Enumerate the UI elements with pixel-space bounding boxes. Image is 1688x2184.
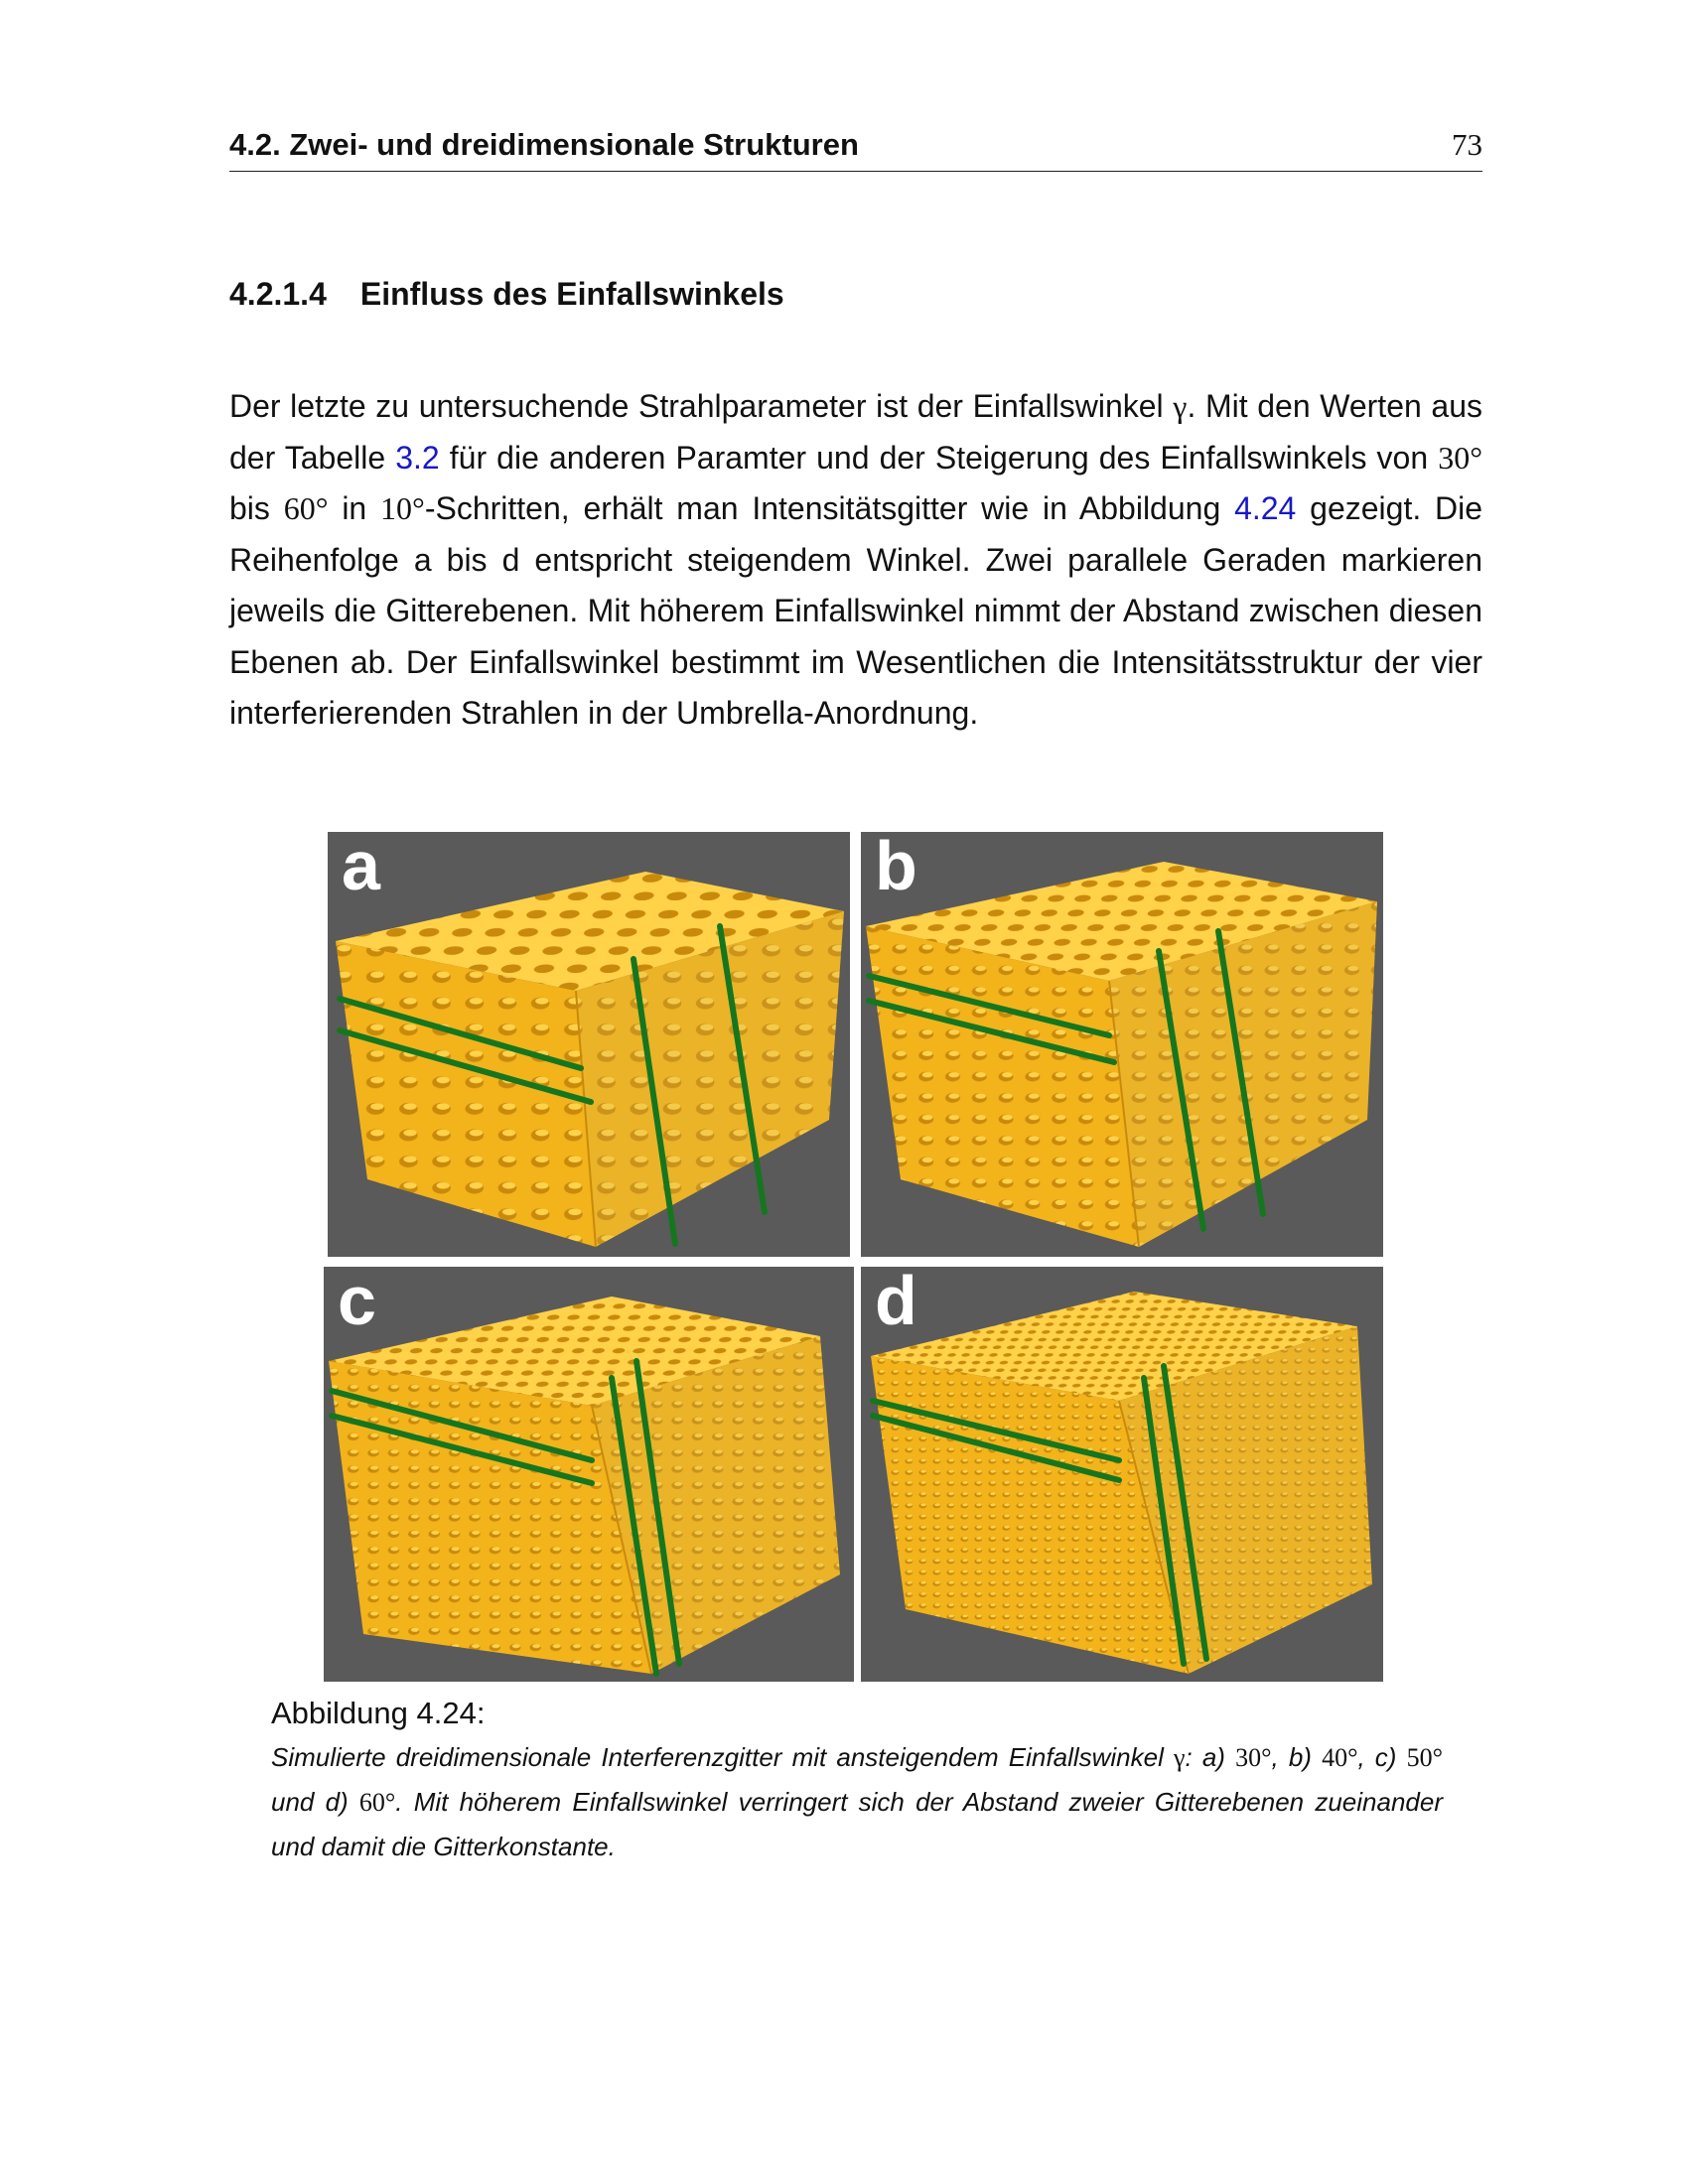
math-angle-a: 30° — [1235, 1743, 1272, 1772]
panel-b — [861, 832, 1383, 1257]
text-run: Der letzte zu untersuchende Strahlparameter ist der Einfallswinkel — [229, 388, 1174, 424]
text-run: gezeigt. Die Reihenfolge a bis d entspricht steigendem Winkel. Zwei parallele Geraden markieren jeweils die Gitterebenen. Mit höherem Einfallswinkel nimmt der Abstand zwischen diesen Ebenen ab. Der Einfallswinkel bestimmt im Wesentlichen die Intensitätsstruktur der vier interferierenden Strahlen in der Umbrella-Anordnung. — [229, 490, 1483, 731]
lattice-render-c — [324, 1267, 854, 1682]
math-angle-step: 10° — [380, 490, 425, 526]
section-title: Einfluss des Einfallswinkels — [359, 276, 784, 312]
running-header — [229, 127, 1482, 172]
text-run: bis — [229, 490, 284, 526]
panel-letter-d: d — [875, 1267, 917, 1339]
math-angle-b: 40° — [1322, 1743, 1358, 1772]
panel-letter-a: a — [342, 832, 380, 904]
text-run: -Schritten, erhält man Intensitätsgitter wie in Abbildung — [424, 490, 1235, 526]
math-gamma: γ — [1173, 388, 1188, 424]
figure-caption-label: Abbildung 4.24: — [271, 1696, 486, 1730]
header-title: 4.2. Zwei- und dreidimensionale Strukturen — [229, 127, 859, 162]
panel-letter-b: b — [875, 832, 917, 904]
text-run: . Mit höherem Einfallswinkel verringert sich der Abstand zweier Gitterebenen zueinander und damit die Gitterkonstante. — [271, 1787, 1443, 1861]
page-number: 73 — [1452, 127, 1482, 162]
panel-c — [324, 1267, 854, 1682]
text-run: Simulierte dreidimensionale Interferenzgitter mit ansteigendem Einfallswinkel — [271, 1742, 1174, 1772]
body-paragraph — [229, 381, 1482, 740]
figure-reference-link[interactable]: 4.24 — [1234, 490, 1297, 526]
panel-d — [861, 1267, 1383, 1682]
math-gamma: γ — [1174, 1743, 1186, 1772]
lattice-render-a — [328, 832, 850, 1257]
panel-letter-c: c — [338, 1267, 376, 1339]
text-run: für die anderen Paramter und der Steigerung des Einfallswinkels von — [439, 439, 1439, 476]
section-number: 4.2.1.4 — [229, 276, 327, 312]
section-heading — [229, 276, 784, 313]
lattice-render-b — [861, 832, 1383, 1257]
math-angle-d: 60° — [358, 1788, 396, 1817]
panel-a — [328, 832, 850, 1257]
math-angle-c: 50° — [1406, 1743, 1443, 1772]
text-run: . Mit den Werten aus der Tabelle — [229, 388, 1483, 476]
text-run: : a) — [1185, 1742, 1236, 1772]
text-run: , c) — [1357, 1742, 1407, 1772]
math-angle-end: 60° — [283, 490, 329, 526]
math-angle-start: 30° — [1438, 439, 1483, 476]
table-reference-link[interactable]: 3.2 — [395, 439, 440, 476]
text-run: in — [328, 490, 381, 526]
figure-caption — [271, 1735, 1443, 1868]
lattice-render-d — [861, 1267, 1383, 1682]
text-run: und d) — [271, 1787, 359, 1817]
text-run: , b) — [1271, 1742, 1323, 1772]
